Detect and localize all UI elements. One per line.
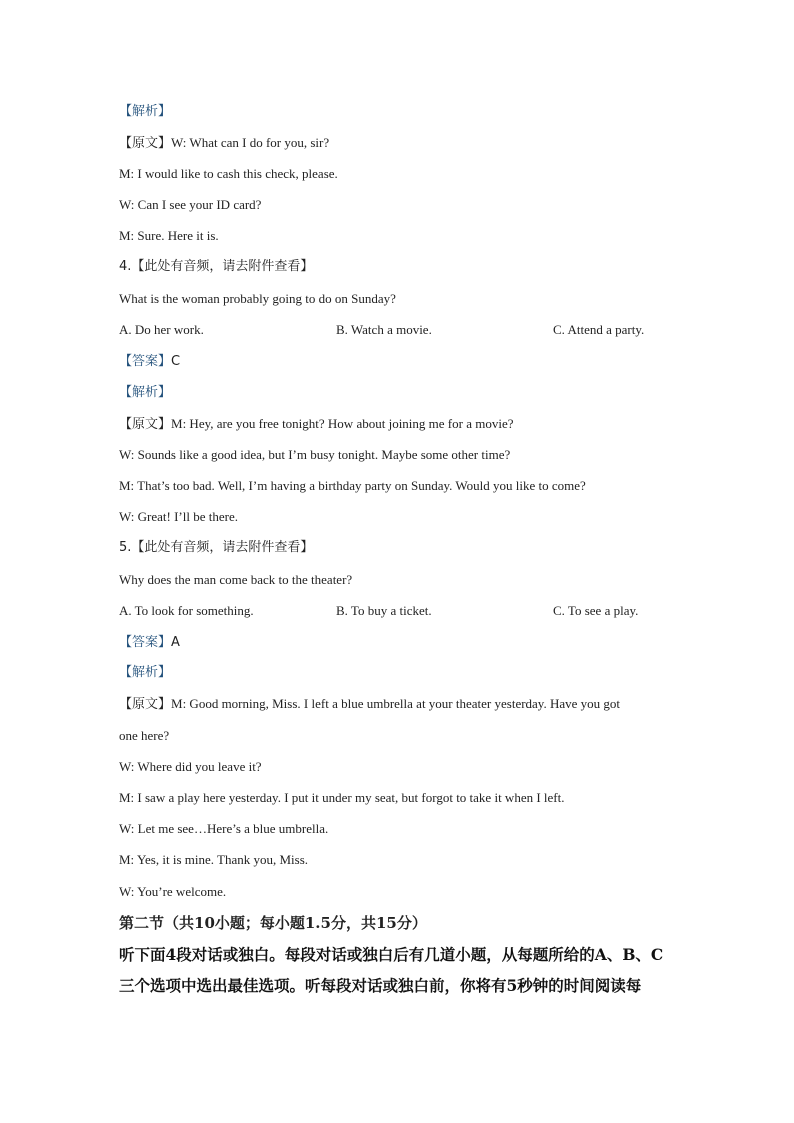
original-label: 【原文】 [119, 697, 172, 712]
transcript-line: W: Let me see…Here’s a blue umbrella. [119, 821, 329, 836]
answer-label: 【答案】 [119, 635, 172, 650]
option-a: A. To look for something. [119, 603, 254, 618]
section-title: 第二节（共10小题；每小题1.5分，共15分） [119, 914, 427, 932]
option-b: B. Watch a movie. [336, 322, 432, 337]
transcript-line: W: Can I see your ID card? [119, 197, 262, 212]
analysis-label: 【解析】 [119, 385, 172, 400]
original-label: 【原文】 [119, 136, 172, 151]
transcript-line: W: Great! I’ll be there. [119, 509, 238, 524]
transcript-line: W: Sounds like a good idea, but I’m busy tonight. Maybe some other time? [119, 447, 511, 462]
section-instructions: 三个选项中选出最佳选项。听每段对话或独白前，你将有5秒钟的时间阅读每 [119, 976, 642, 995]
transcript-line: 【原文】M: Good morning, Miss. I left a blue umbrella at your theater yesterday. Have you got [119, 696, 621, 712]
answer-line [119, 633, 180, 652]
transcript-line: M: That’s too bad. Well, I’m having a birthday party on Sunday. Would you like to come? [119, 478, 586, 493]
option-c: C. To see a play. [553, 603, 639, 618]
transcript-line: 【原文】W: What can I do for you, sir? [119, 135, 330, 151]
audio-placeholder: 4.【此处有音频，请去附件查看】 [119, 259, 314, 274]
answer-value: C [171, 354, 181, 369]
transcript-line: M: Sure. Here it is. [119, 228, 219, 243]
answer-label: 【答案】 [119, 354, 172, 369]
option-c: C. Attend a party. [553, 322, 645, 337]
transcript-line: W: You’re welcome. [119, 884, 227, 899]
answer-line [119, 352, 180, 371]
answer-value: A [171, 635, 180, 650]
analysis-label: 【解析】 [119, 104, 172, 119]
audio-placeholder: 5.【此处有音频，请去附件查看】 [119, 540, 314, 555]
section-instructions: 听下面4段对话或独白。每段对话或独白后有几道小题，从每题所给的A、B、C [119, 945, 664, 964]
question-text: Why does the man come back to the theater? [119, 572, 353, 587]
transcript-line: M: I saw a play here yesterday. I put it under my seat, but forgot to take it when I left. [119, 790, 565, 805]
transcript-line: 【原文】M: Hey, are you free tonight? How about joining me for a movie? [119, 416, 514, 432]
transcript-line: one here? [119, 728, 170, 743]
original-label: 【原文】 [119, 417, 172, 432]
transcript-line: M: Yes, it is mine. Thank you, Miss. [119, 852, 309, 867]
transcript-line: W: Where did you leave it? [119, 759, 262, 774]
analysis-label: 【解析】 [119, 665, 172, 680]
option-b: B. To buy a ticket. [336, 603, 432, 618]
question-text: What is the woman probably going to do on Sunday? [119, 291, 396, 306]
transcript-line: M: I would like to cash this check, please. [119, 166, 338, 181]
option-a: A. Do her work. [119, 322, 204, 337]
